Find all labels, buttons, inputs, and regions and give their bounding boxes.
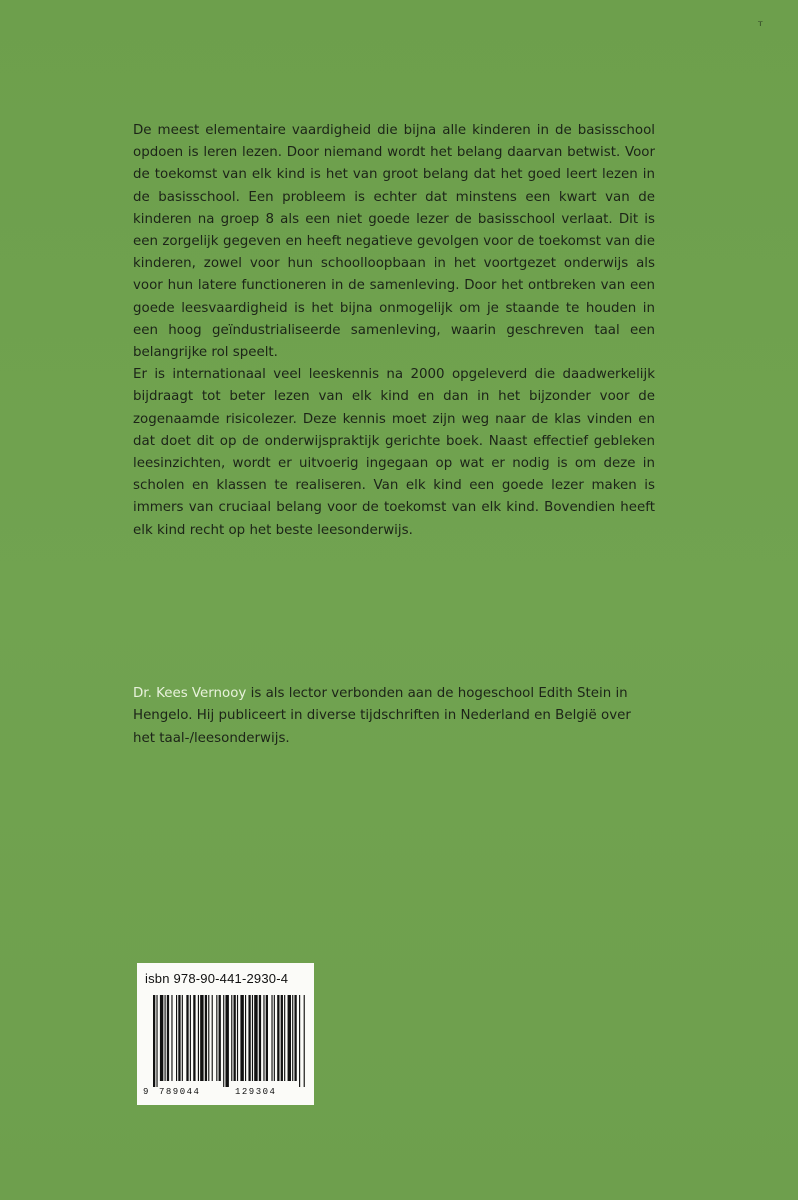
barcode-bar	[240, 995, 243, 1081]
barcode-bar	[167, 995, 169, 1081]
barcode-bar	[277, 995, 279, 1081]
barcode-bar	[304, 995, 305, 1087]
barcode-bar	[200, 995, 203, 1081]
barcode-bar	[186, 995, 188, 1081]
barcode-bar	[160, 995, 163, 1081]
barcode-bar	[266, 995, 268, 1081]
barcode-bar	[176, 995, 177, 1081]
barcode-bar	[237, 995, 238, 1081]
barcode-bar	[212, 995, 213, 1081]
barcode-bar	[231, 995, 232, 1081]
blurb-paragraph: Er is internationaal veel leeskennis na 2000 opgeleverd die daadwerkelijk bijdraagt tot beter lezen van elk kind en dan in het bijzonder voor de zogenaamde risicolezer. Deze kennis moet zijn weg naar de klas vinden en dat doet dit op de onderwijspraktijk gerichte boek. Naast effectief gebleken leesinzichten, wordt er uitvoerig ingegaan op wat er nodig is om deze in scholen en klassen te realiseren. Van elk kind een goede lezer maken is immers van cruciaal belang voor de toekomst van elk kind. Bovendien heeft elk kind recht op het beste leesonderwijs.	[133, 367, 655, 538]
barcode-bar	[171, 995, 172, 1081]
barcode-bar	[245, 995, 246, 1081]
barcode-bar	[252, 995, 253, 1081]
barcode-bar	[219, 995, 221, 1081]
barcode-bar	[205, 995, 207, 1081]
barcode-bar	[165, 995, 166, 1081]
isbn-label: isbn 978-90-441-2930-4	[145, 971, 289, 986]
barcode-bar	[153, 995, 155, 1087]
barcode-bar	[190, 995, 191, 1081]
barcode-bar	[281, 995, 283, 1081]
barcode-left-digits: 789044	[159, 1087, 201, 1097]
barcode-bar	[248, 995, 250, 1081]
barcode-image	[143, 991, 309, 1099]
barcode-bar	[193, 995, 195, 1081]
barcode-bar	[271, 995, 272, 1081]
author-bio	[133, 683, 655, 750]
barcode-bar	[234, 995, 236, 1081]
barcode-bar	[254, 995, 257, 1081]
author-bio-text: is als lector verbonden aan de hogeschool Edith Stein in Hengelo. Hij publiceert in diverse tijdschriften in Nederland en België over het taal-/leesonderwijs.	[133, 686, 631, 746]
barcode-bar	[259, 995, 261, 1081]
barcode-bar	[288, 995, 291, 1081]
blurb-paragraph: De meest elementaire vaardigheid die bijna alle kinderen in de basisschool opdoen is leren lezen. Door niemand wordt het belang daarvan betwist. Voor de toekomst van elk kind is het van groot belang dat het goed leert lezen in de basisschool. Een probleem is echter dat minstens een kwart van de kinderen na groep 8 als een niet goede lezer de basisschool verlaat. Dit is een zorgelijk gegeven en heeft negatieve gevolgen voor de toekomst van die kinderen, zowel voor hun schoolloopbaan in het voortgezet onderwijs als voor hun latere functioneren in de samenleving. Door het ontbreken van een goede leesvaardigheid is het bijna onmogelijk om je staande te houden in een hoog geïndustrialiseerde samenleving, waarin geschreven taal een belangrijke rol speelt.	[133, 123, 655, 361]
barcode-first-digit: 9	[143, 1087, 149, 1097]
barcode-bar	[156, 995, 157, 1087]
barcode-bar	[182, 995, 183, 1081]
barcode-bar	[198, 995, 199, 1081]
barcode-bar	[274, 995, 275, 1081]
corner-mark-icon: ᵀ	[758, 19, 763, 33]
barcode-right-digits: 129304	[235, 1087, 277, 1097]
blurb-text	[133, 120, 655, 542]
barcode-bar	[299, 995, 300, 1087]
barcode-panel	[137, 963, 314, 1105]
barcode-bar	[178, 995, 180, 1081]
barcode-bar	[263, 995, 264, 1081]
author-name: Dr. Kees Vernooy	[133, 686, 247, 701]
barcode-bar	[225, 995, 228, 1087]
barcode-bar	[294, 995, 296, 1081]
barcode-bar	[292, 995, 293, 1081]
barcode-bar	[216, 995, 217, 1081]
barcode-bar	[223, 995, 224, 1087]
barcode-bar	[284, 995, 285, 1081]
barcode-bar	[208, 995, 209, 1081]
